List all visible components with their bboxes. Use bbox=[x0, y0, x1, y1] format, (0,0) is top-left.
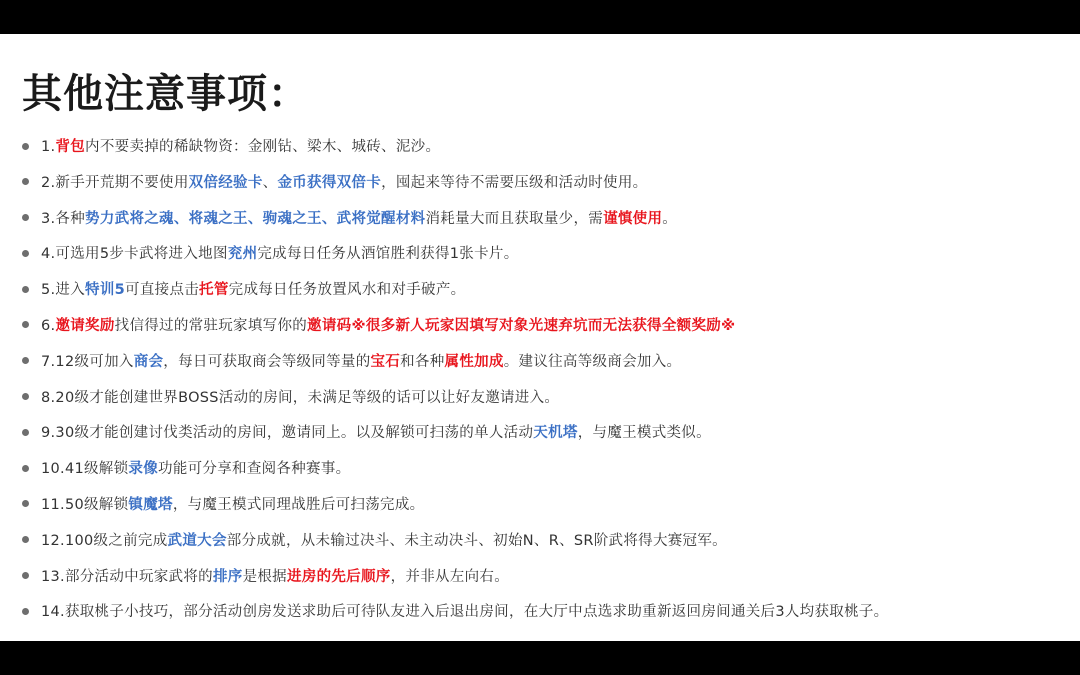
bullet-icon bbox=[22, 143, 29, 150]
list-item bbox=[22, 237, 1072, 273]
list-item bbox=[22, 345, 1072, 381]
highlight-text: 邀请奖励 bbox=[55, 317, 115, 334]
item-text: 9.30级才能创建讨伐类活动的房间，邀请同上。以及解锁可扫荡的单人活动 bbox=[41, 425, 534, 442]
item-text: 、 bbox=[262, 174, 278, 191]
page-title: 其他注意事项： bbox=[22, 71, 309, 117]
highlight-text: 邀请码※很多新人玩家因填写对象光速弃坑而无法获得全额奖励※ bbox=[307, 317, 736, 334]
bullet-icon bbox=[22, 321, 29, 328]
bullet-icon bbox=[22, 178, 29, 185]
list-item bbox=[22, 273, 1072, 309]
item-text: 8.20级才能创建世界BOSS活动的房间，未满足等级的话可以让好友邀请进入。 bbox=[41, 389, 560, 406]
item-text: 功能可分享和查阅各种赛事。 bbox=[158, 461, 351, 478]
slide bbox=[0, 34, 1080, 641]
highlight-text: 特训5 bbox=[85, 282, 126, 299]
list-item bbox=[22, 130, 1072, 166]
item-text: ，并非从左向右。 bbox=[390, 568, 509, 585]
item-text: 可直接点击 bbox=[125, 282, 200, 299]
bullet-icon bbox=[22, 500, 29, 507]
bullet-icon bbox=[22, 393, 29, 400]
item-text: 6. bbox=[41, 317, 56, 334]
item-text: 14.获取桃子小技巧，部分活动创房发送求助后可待队友进入后退出房间，在大厅中点选求助重新返回房间通关后3人均获取桃子。 bbox=[41, 604, 889, 621]
item-text: 5.进入 bbox=[41, 282, 86, 299]
item-text: 和各种 bbox=[400, 353, 445, 370]
list-item bbox=[22, 202, 1072, 238]
highlight-text: 镇魔塔 bbox=[128, 496, 173, 513]
bullet-icon bbox=[22, 250, 29, 257]
bullet-icon bbox=[22, 357, 29, 364]
bullet-icon bbox=[22, 608, 29, 615]
highlight-text: 谨慎使用 bbox=[603, 210, 663, 227]
item-text: ，每日可获取商会等级同等量的 bbox=[163, 353, 371, 370]
item-text: 3.各种 bbox=[41, 210, 86, 227]
item-text: ，与魔王模式同理战胜后可扫荡完成。 bbox=[172, 496, 425, 513]
item-text: 。 bbox=[662, 210, 678, 227]
list-item bbox=[22, 166, 1072, 202]
item-text: 部分成就，从未输过决斗、未主动决斗、初始N、R、SR阶武将得大赛冠军。 bbox=[226, 532, 727, 549]
bullet-icon bbox=[22, 536, 29, 543]
item-text: 10.41级解锁 bbox=[41, 461, 129, 478]
item-text: 完成每日任务放置风水和对手破产。 bbox=[228, 282, 466, 299]
highlight-text: 进房的先后顺序 bbox=[286, 568, 391, 585]
item-text: 4.可选用5步卡武将进入地图 bbox=[41, 246, 228, 263]
bullet-icon bbox=[22, 572, 29, 579]
item-text: 13.部分活动中玩家武将的 bbox=[41, 568, 213, 585]
highlight-text: 属性加成 bbox=[444, 353, 504, 370]
bullet-icon bbox=[22, 465, 29, 472]
bullet-icon bbox=[22, 429, 29, 436]
item-text: ，与魔王模式类似。 bbox=[577, 425, 711, 442]
highlight-text: 录像 bbox=[128, 461, 159, 478]
highlight-text: 托管 bbox=[199, 282, 229, 299]
highlight-text: 势力武将之魂、将魂之王、驹魂之王、武将觉醒材料 bbox=[85, 210, 426, 227]
bullet-icon bbox=[22, 214, 29, 221]
highlight-text: 宝石 bbox=[370, 353, 401, 370]
bullet-icon bbox=[22, 286, 29, 293]
notes-list bbox=[22, 130, 1072, 631]
list-item bbox=[22, 452, 1072, 488]
highlight-text: 天机塔 bbox=[533, 425, 578, 442]
highlight-text: 背包 bbox=[55, 139, 86, 155]
item-text: 2.新手开荒期不要使用 bbox=[41, 174, 189, 191]
item-text: 消耗量大而且获取量少，需 bbox=[425, 210, 604, 227]
item-text: 11.50级解锁 bbox=[41, 496, 129, 513]
list-item bbox=[22, 381, 1072, 417]
item-text: 找信得过的常驻玩家填写你的 bbox=[114, 317, 308, 334]
item-text: 是根据 bbox=[242, 568, 287, 585]
list-item bbox=[22, 595, 1072, 631]
letterbox-top bbox=[0, 0, 1080, 34]
item-text: 完成每日任务从酒馆胜利获得1张卡片。 bbox=[257, 246, 519, 263]
list-item bbox=[22, 309, 1072, 345]
list-item bbox=[22, 524, 1072, 560]
item-text: 7.12级可加入 bbox=[41, 353, 134, 370]
highlight-text: 兖州 bbox=[227, 246, 258, 263]
list-item bbox=[22, 560, 1072, 596]
highlight-text: 商会 bbox=[133, 353, 164, 370]
highlight-text: 双倍经验卡 bbox=[188, 174, 263, 191]
highlight-text: 武道大会 bbox=[167, 532, 227, 549]
letterbox-bottom bbox=[0, 641, 1080, 675]
item-text: 内不要卖掉的稀缺物资：金刚钻、梁木、城砖、泥沙。 bbox=[85, 139, 441, 155]
item-text: 1. bbox=[41, 139, 56, 155]
list-item bbox=[22, 416, 1072, 452]
highlight-text: 金币获得双倍卡 bbox=[277, 174, 382, 191]
item-text: ，囤起来等待不需要压级和活动时使用。 bbox=[381, 174, 648, 191]
item-text: 。建议往高等级商会加入。 bbox=[503, 353, 682, 370]
list-item bbox=[22, 488, 1072, 524]
item-text: 12.100级之前完成 bbox=[41, 532, 168, 549]
highlight-text: 排序 bbox=[212, 568, 243, 585]
